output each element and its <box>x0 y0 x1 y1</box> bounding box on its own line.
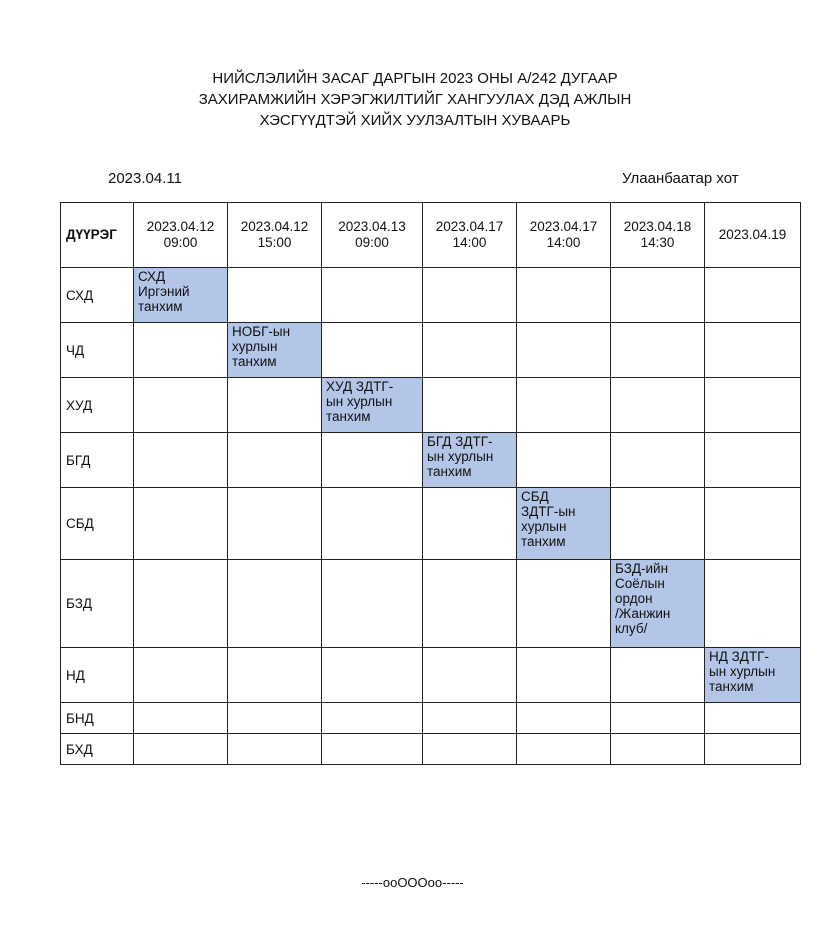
district-column-header: ДҮҮРЭГ <box>61 203 134 268</box>
district-cell: СБД <box>61 488 134 560</box>
venue-line: танхим <box>521 534 566 549</box>
empty-cell <box>705 378 801 433</box>
document-footer-ornament: -----ooOOOoo----- <box>361 875 464 890</box>
district-cell: ЧД <box>61 323 134 378</box>
district-cell: СХД <box>61 268 134 323</box>
venue-line: БГД ЗДТГ- <box>427 434 493 449</box>
district-cell: ХУД <box>61 378 134 433</box>
table-row <box>61 323 801 378</box>
document-title <box>120 68 710 131</box>
meeting-venue-cell <box>134 268 228 323</box>
venue-line: клуб/ <box>615 621 648 636</box>
venue-line: ЗДТГ-ын <box>521 504 576 519</box>
table-row <box>61 433 801 488</box>
empty-cell <box>423 560 517 648</box>
table-row <box>61 648 801 703</box>
table-row <box>61 734 801 765</box>
document-date: 2023.04.11 <box>108 170 182 187</box>
venue-line: НД ЗДТГ- <box>709 649 769 664</box>
empty-cell <box>134 648 228 703</box>
empty-cell <box>705 703 801 734</box>
table-row <box>61 378 801 433</box>
venue-line: ын хурлын <box>326 394 393 409</box>
venue-line: хурлын <box>232 339 278 354</box>
empty-cell <box>423 323 517 378</box>
venue-line: танхим <box>427 464 472 479</box>
empty-cell <box>322 648 423 703</box>
table-row <box>61 703 801 734</box>
empty-cell <box>705 560 801 648</box>
meeting-venue-cell <box>517 488 611 560</box>
table-row <box>61 488 801 560</box>
empty-cell <box>134 734 228 765</box>
district-cell: БХД <box>61 734 134 765</box>
empty-cell <box>322 488 423 560</box>
meeting-venue-cell <box>322 378 423 433</box>
empty-cell <box>517 433 611 488</box>
district-cell: БГД <box>61 433 134 488</box>
empty-cell <box>611 703 705 734</box>
venue-line: Соёлын <box>615 576 665 591</box>
empty-cell <box>517 323 611 378</box>
date-column-header: 2023.04.17 14:00 <box>423 203 517 268</box>
empty-cell <box>228 433 322 488</box>
district-cell: НД <box>61 648 134 703</box>
title-line: ХЭСГҮҮДТЭЙ ХИЙХ УУЛЗАЛТЫН ХУВААРЬ <box>259 112 571 129</box>
date-column-header: 2023.04.12 15:00 <box>228 203 322 268</box>
venue-line: /Жанжин <box>615 606 671 621</box>
empty-cell <box>423 703 517 734</box>
venue-line: хурлын <box>521 519 567 534</box>
meeting-venue-cell <box>228 323 322 378</box>
empty-cell <box>517 268 611 323</box>
venue-line: танхим <box>138 299 183 314</box>
district-cell: БЗД <box>61 560 134 648</box>
empty-cell <box>228 703 322 734</box>
empty-cell <box>423 488 517 560</box>
table-row <box>61 560 801 648</box>
title-line: НИЙСЛЭЛИЙН ЗАСАГ ДАРГЫН 2023 ОНЫ А/242 ДУГААР <box>212 70 618 87</box>
empty-cell <box>134 488 228 560</box>
empty-cell <box>322 734 423 765</box>
date-column-header: 2023.04.13 09:00 <box>322 203 423 268</box>
empty-cell <box>322 560 423 648</box>
empty-cell <box>228 378 322 433</box>
empty-cell <box>322 703 423 734</box>
empty-cell <box>517 560 611 648</box>
document-place: Улаанбаатар хот <box>622 170 739 187</box>
table-row <box>61 268 801 323</box>
venue-line: танхим <box>326 409 371 424</box>
district-cell: БНД <box>61 703 134 734</box>
empty-cell <box>228 268 322 323</box>
empty-cell <box>517 378 611 433</box>
empty-cell <box>423 734 517 765</box>
venue-line: ын хурлын <box>427 449 494 464</box>
meeting-venue-cell <box>611 560 705 648</box>
empty-cell <box>134 703 228 734</box>
empty-cell <box>611 323 705 378</box>
empty-cell <box>134 560 228 648</box>
meeting-venue-cell <box>423 433 517 488</box>
empty-cell <box>228 734 322 765</box>
empty-cell <box>705 323 801 378</box>
date-column-header: 2023.04.17 14:00 <box>517 203 611 268</box>
empty-cell <box>705 433 801 488</box>
empty-cell <box>228 560 322 648</box>
empty-cell <box>611 433 705 488</box>
schedule-table <box>60 202 801 765</box>
header-row <box>61 203 801 268</box>
empty-cell <box>705 734 801 765</box>
empty-cell <box>134 323 228 378</box>
empty-cell <box>134 378 228 433</box>
empty-cell <box>322 323 423 378</box>
empty-cell <box>517 648 611 703</box>
empty-cell <box>705 268 801 323</box>
venue-line: Иргэний <box>138 284 190 299</box>
empty-cell <box>322 433 423 488</box>
empty-cell <box>611 648 705 703</box>
title-line: ЗАХИРАМЖИЙН ХЭРЭГЖИЛТИЙГ ХАНГУУЛАХ ДЭД АЖЛЫН <box>198 91 632 108</box>
empty-cell <box>611 488 705 560</box>
date-column-header: 2023.04.18 14:30 <box>611 203 705 268</box>
empty-cell <box>228 648 322 703</box>
empty-cell <box>611 734 705 765</box>
empty-cell <box>322 268 423 323</box>
empty-cell <box>423 268 517 323</box>
empty-cell <box>517 703 611 734</box>
empty-cell <box>705 488 801 560</box>
meeting-venue-cell <box>705 648 801 703</box>
date-column-header: 2023.04.19 <box>705 203 801 268</box>
empty-cell <box>611 268 705 323</box>
venue-line: СБД <box>521 489 549 504</box>
date-column-header: 2023.04.12 09:00 <box>134 203 228 268</box>
venue-line: ордон <box>615 591 653 606</box>
empty-cell <box>517 734 611 765</box>
empty-cell <box>611 378 705 433</box>
empty-cell <box>228 488 322 560</box>
empty-cell <box>423 648 517 703</box>
venue-line: танхим <box>709 679 754 694</box>
empty-cell <box>134 433 228 488</box>
venue-line: НОБГ-ын <box>232 324 291 339</box>
venue-line: ын хурлын <box>709 664 776 679</box>
empty-cell <box>423 378 517 433</box>
venue-line: БЗД-ийн <box>615 561 669 576</box>
venue-line: ХУД ЗДТГ- <box>326 379 394 394</box>
venue-line: СХД <box>138 269 166 284</box>
venue-line: танхим <box>232 354 277 369</box>
